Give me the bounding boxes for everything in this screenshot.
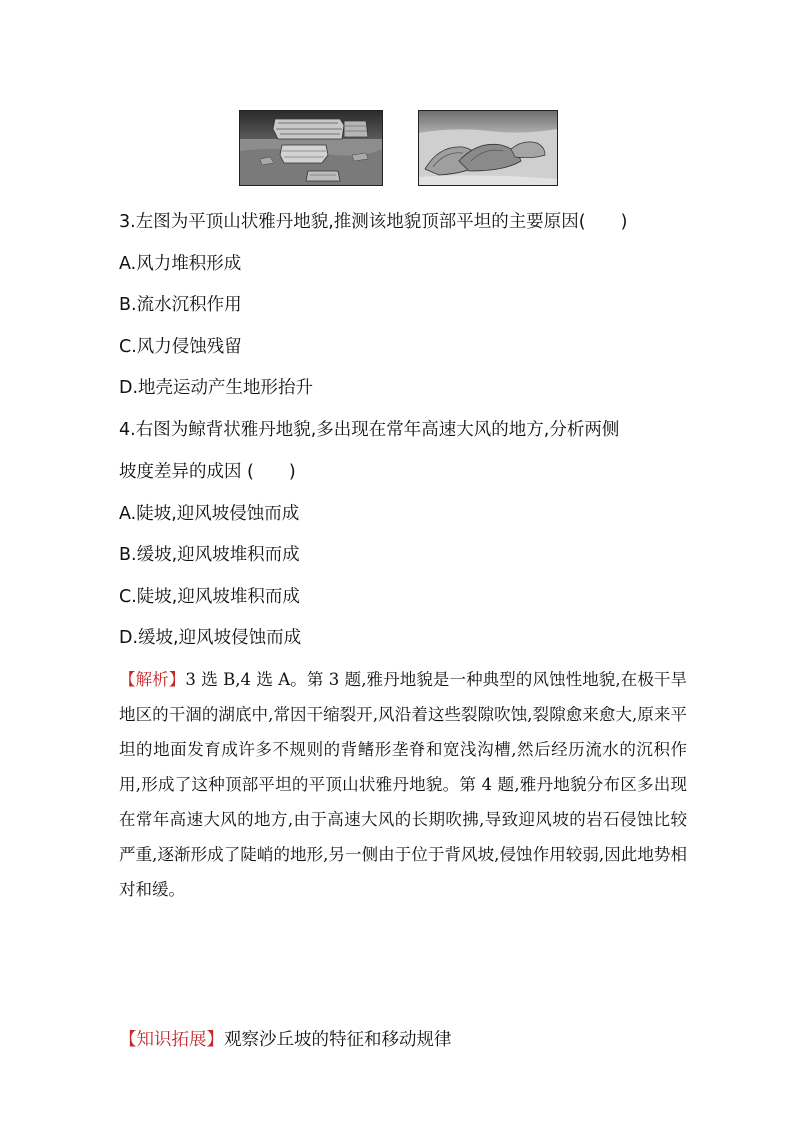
extension-line	[119, 1029, 452, 1051]
q4-option-c: C.陡坡,迎风坡堆积而成	[119, 587, 300, 607]
q4-option-a: A.陡坡,迎风坡侵蚀而成	[119, 504, 300, 524]
whaleback-yardang-image	[418, 110, 558, 186]
q4-option-d: D.缓坡,迎风坡侵蚀而成	[119, 628, 302, 648]
analysis-paragraph	[119, 662, 687, 907]
extension-tag: 【知识拓展】	[119, 1030, 224, 1050]
whaleback-yardang-illustration	[419, 111, 557, 185]
mesa-yardang-image	[239, 110, 383, 186]
q3-option-d: D.地壳运动产生地形抬升	[119, 378, 314, 398]
q3-option-b: B.流水沉积作用	[119, 295, 242, 315]
q4-stem-line1: 4.右图为鲸背状雅丹地貌,多出现在常年高速大风的地方,分析两侧	[119, 420, 620, 440]
q3-option-a: A.风力堆积形成	[119, 254, 242, 274]
q3-stem: 3.左图为平顶山状雅丹地貌,推测该地貌顶部平坦的主要原因( )	[119, 212, 628, 232]
q4-option-b: B.缓坡,迎风坡堆积而成	[119, 545, 300, 565]
mesa-yardang-illustration	[240, 111, 382, 185]
analysis-text: 3 选 B,4 选 A。第 3 题,雅丹地貌是一种典型的风蚀性地貌,在极干旱地区的干涸的湖底中,常因干缩裂开,风沿着这些裂隙吹蚀,裂隙愈来愈大,原来平坦的地面发育成许多不规则的背鳍形垄脊和宽浅沟槽,然后经历流水的沉积作用,形成了这种顶部平坦的平顶山状雅丹地貌。第 4 题,雅丹地貌分布区多出现在常年高速大风的地方,由于高速大风的长期吹拂,导致迎风坡的岩石侵蚀比较严重,逐渐形成了陡峭的地形,另一侧由于位于背风坡,侵蚀作用较弱,因此地势相对和缓。	[119, 670, 688, 899]
q3-option-c: C.风力侵蚀残留	[119, 337, 242, 357]
q4-stem-line2: 坡度差异的成因 ( )	[119, 462, 296, 482]
analysis-tag: 【解析】	[119, 670, 186, 689]
extension-text: 观察沙丘坡的特征和移动规律	[224, 1030, 452, 1050]
